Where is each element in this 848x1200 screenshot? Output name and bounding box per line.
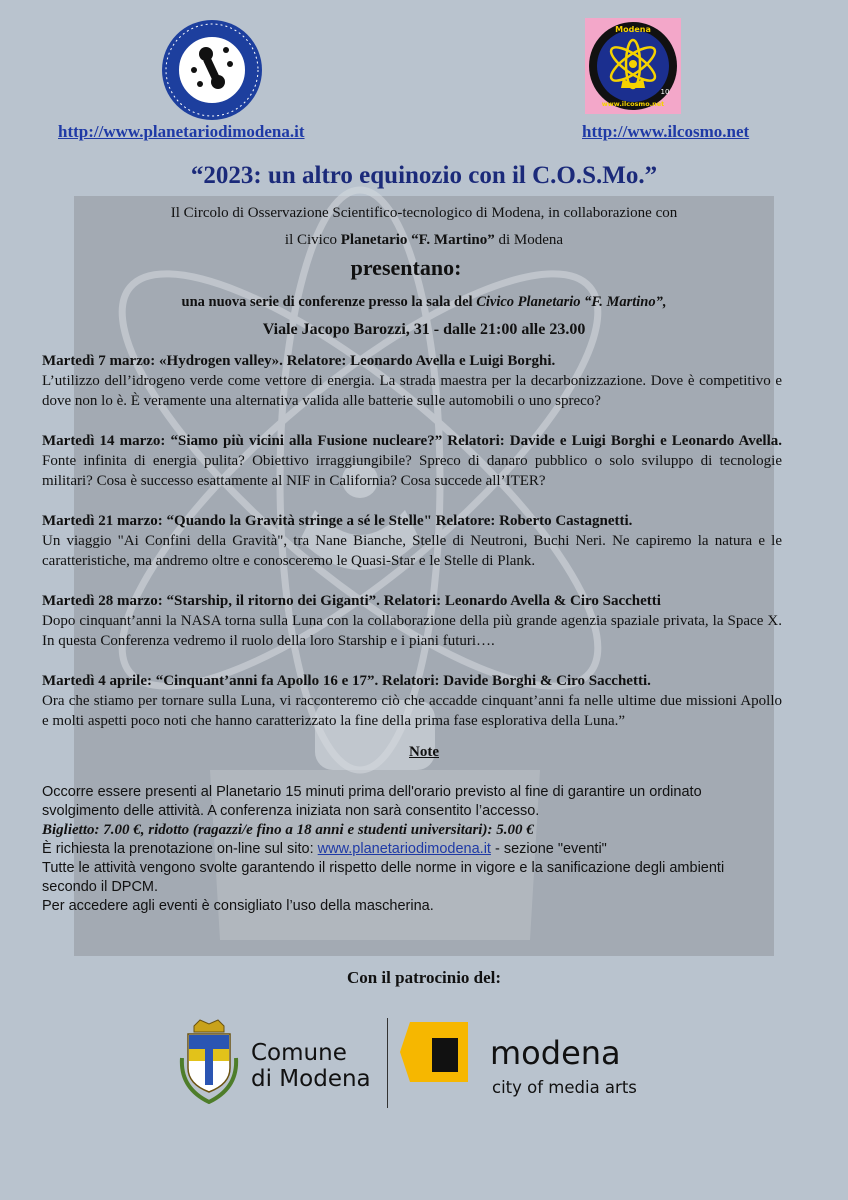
intro-line-2-b: Planetario “F. Martino” (340, 232, 495, 248)
event-list (42, 351, 782, 751)
event-heading: Martedì 7 marzo: «Hydrogen valley». Relatore: Leonardo Avella e Luigi Borghi. (42, 353, 556, 369)
serie-line-a: una nuova serie di conferenze presso la sala del (181, 294, 477, 310)
intro-line-1: Il Circolo di Osservazione Scientifico-tecnologico di Modena, in collaborazione con (170, 205, 678, 221)
comune-line-2: di Modena (251, 1066, 371, 1092)
event-item (42, 671, 782, 731)
event-item (42, 591, 782, 651)
event-description: Fonte infinita di energia pulita? Obiettivo irraggiungibile? Spreco di danaro pubblico o solo sviluppo di tecnologie militari? Cosa è successo esattamente al NIF in California? Cosa succede all’ITER? (42, 453, 782, 489)
event-item (42, 431, 782, 491)
event-item (42, 511, 782, 571)
venue-line: Viale Jacopo Barozzi, 31 - dalle 21:00 alle 23.00 (262, 321, 586, 338)
booking-section: - sezione "eventi" (490, 841, 607, 857)
notes-paragraph-4: Tutte le attività vengono svolte garantendo il rispetto delle norme in vigore e la sanificazione degli ambienti secondo il DPCM. (42, 860, 725, 895)
intro-line-2-c: di Modena (494, 232, 564, 248)
presentano-heading: presentano: (350, 255, 462, 280)
notes-paragraph-1: Occorre essere presenti al Planetario 15 minuti prima dell'orario previsto al fine di garantire un ordinato svolgimento delle attività. A conferenza iniziata non sarà consentito l’accesso. (42, 784, 702, 819)
intro-line-2-a: il Civico (284, 232, 341, 248)
comune-line-1: Comune (251, 1040, 347, 1066)
cosmo-logo-badge: 10 (660, 88, 670, 96)
intro-line-2 (0, 232, 848, 249)
page-title: “2023: un altro equinozio con il C.O.S.Mo.” (190, 162, 658, 189)
event-heading: Martedì 4 aprile: “Cinquant’anni fa Apollo 16 e 17”. Relatori: Davide Borghi & Ciro Sacchetti. (42, 673, 651, 689)
modena-tagline: city of media arts (492, 1078, 637, 1097)
notes-heading: Note (409, 744, 439, 760)
notes-paragraph-5: Per accedere agli eventi è consigliato l’uso della mascherina. (42, 898, 434, 914)
event-heading: Martedì 21 marzo: “Quando la Gravità stringe a sé le Stelle" Relatore: Roberto Castagnetti. (42, 513, 633, 529)
event-description: Ora che stiamo per tornare sulla Luna, vi racconteremo ciò che accadde cinquant’anni fa nelle ultime due missioni Apollo e molti aspetti poco noti che hanno caratterizzato la fine della prima fase esplorativa della Luna.” (42, 693, 782, 729)
notes-paragraph-3 (42, 840, 782, 859)
comune-name (251, 1040, 371, 1092)
booking-text: È richiesta la prenotazione on-line sul sito: (42, 841, 318, 857)
cosmo-logo (585, 18, 681, 114)
cosmo-logo-top-text: Modena (615, 25, 651, 34)
notes-section (42, 783, 782, 916)
modena-logo-icon (398, 1018, 474, 1088)
planetario-link[interactable]: http://www.planetariodimodena.it (58, 122, 305, 141)
ticket-price: Biglietto: 7.00 €, ridotto (ragazzi/e fino a 18 anni e studenti universitari): 5.00 € (42, 822, 534, 838)
event-description: Dopo cinquant’anni la NASA torna sulla Luna con la collaborazione della più grande agenzia spaziale privata, la Space X. In questa Conferenza vedremo il ruolo della loro Starship e i piani futuri…. (42, 613, 782, 649)
planetario-logo (160, 18, 264, 122)
comune-crest-icon (178, 1018, 240, 1104)
event-item (42, 351, 782, 411)
booking-link[interactable]: www.planetariodimodena.it (317, 841, 491, 857)
cosmo-link[interactable]: http://www.ilcosmo.net (582, 122, 750, 141)
cosmo-logo-bottom-text: www.ilcosmo.net (601, 100, 665, 108)
event-description: Un viaggio "Ai Confini della Gravità", tra Nane Bianche, Stelle di Neutroni, Buchi Neri. Ne capiremo la natura e le caratteristiche, ma andremo oltre e conosceremo le Quasi-Star e le Stelle di Plank. (42, 533, 782, 569)
patronage-heading: Con il patrocinio del: (346, 968, 502, 987)
event-heading: Martedì 28 marzo: “Starship, il ritorno dei Giganti”. Relatori: Leonardo Avella & Ciro Sacchetti (42, 593, 661, 609)
sponsor-divider (387, 1018, 388, 1108)
serie-line (0, 294, 848, 311)
event-description: L’utilizzo dell’idrogeno verde come vettore di energia. La strada maestra per la decarbonizzazione. Dove è competitivo e dove non lo è. È veramente una alternativa valida alle batterie sulle automobili o uno spreco? (42, 373, 782, 409)
modena-wordmark: modena (490, 1034, 621, 1072)
event-heading: Martedì 14 marzo: “Siamo più vicini alla Fusione nucleare?” Relatori: Davide e Luigi Borghi e Leonardo Avella. (42, 433, 782, 449)
serie-line-b: Civico Planetario “F. Martino”, (476, 294, 667, 310)
